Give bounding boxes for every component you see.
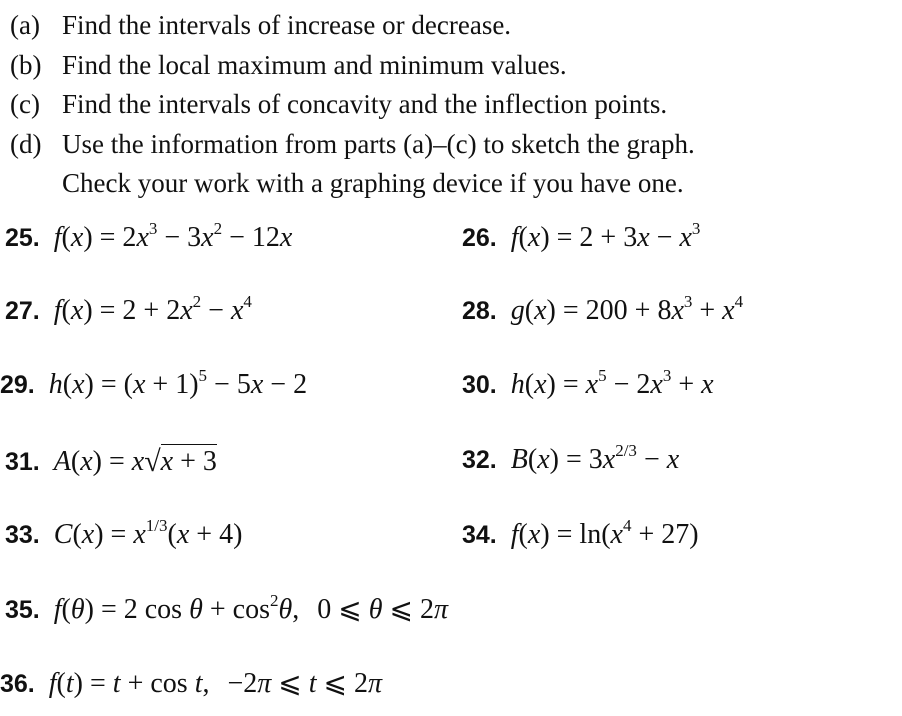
problem-equation: $C(x) = x^{1/3}(x + 4)$ bbox=[53, 516, 243, 550]
problem-32 bbox=[462, 441, 680, 476]
problem-number: 28. bbox=[462, 297, 497, 325]
problem-27 bbox=[5, 292, 252, 327]
problem-equation: $f(x) = 2 + 2x^2 - x^4$ bbox=[53, 292, 252, 326]
problem-number: 31. bbox=[5, 448, 40, 476]
problem-number: 26. bbox=[462, 224, 497, 252]
problem-31 bbox=[5, 444, 217, 478]
problem-equation: $f(x) = 2 + 3x - x^3$ bbox=[510, 219, 701, 253]
instruction-text: Find the intervals of concavity and the inflection points. bbox=[62, 89, 668, 119]
problem-26 bbox=[462, 219, 701, 254]
problem-number: 30. bbox=[462, 371, 497, 399]
problem-equation: f(t) = t + cos t, −2π ⩽ t ⩽ 2π bbox=[48, 668, 383, 699]
problem-25 bbox=[5, 219, 293, 254]
instruction-label: (a) bbox=[10, 10, 40, 40]
problem-equation: $f(x) = \ln(x^4 + 27)$ bbox=[510, 516, 699, 550]
instruction-d-continuation: Check your work with a graphing device if you have one. bbox=[62, 168, 684, 198]
problem-equation: A(x) = x√x + 3 bbox=[53, 445, 217, 478]
instruction-text: Find the local maximum and minimum values. bbox=[62, 49, 567, 80]
problem-number: 36. bbox=[0, 670, 35, 698]
instruction-d bbox=[10, 125, 695, 165]
problem-number: 32. bbox=[462, 446, 497, 474]
problem-33 bbox=[5, 516, 243, 551]
instruction-label: (d) bbox=[10, 128, 42, 159]
instruction-text: Find the intervals of increase or decrease. bbox=[62, 10, 512, 40]
problem-number: 29. bbox=[0, 371, 35, 399]
problem-equation: f(θ) = 2 $\cos \theta + \cos^2\theta$, 0 ⩽ θ ⩽ 2π bbox=[53, 591, 448, 625]
problem-36 bbox=[0, 666, 382, 700]
instruction-b bbox=[10, 46, 695, 86]
problem-equation: $h(x) = x^5 - 2x^3 + x$ bbox=[510, 366, 714, 400]
problem-number: 33. bbox=[5, 521, 40, 549]
problem-equation: $g(x) = 200 + 8x^3 + x^4$ bbox=[510, 292, 744, 326]
problem-number: 35. bbox=[5, 596, 40, 624]
instruction-label: (b) bbox=[10, 49, 42, 80]
problem-equation: $B(x) = 3x^{2/3} - x$ bbox=[510, 441, 680, 475]
problem-equation: $h(x) = (x + 1)^5 - 5x - 2$ bbox=[48, 366, 308, 400]
instructions-list bbox=[10, 6, 695, 204]
instruction-a bbox=[10, 6, 695, 46]
problem-equation: $f(x) = 2x^3 - 3x^2 - 12x$ bbox=[53, 219, 293, 253]
instruction-label: (c) bbox=[10, 89, 40, 119]
radical-sign: √x + 3 bbox=[144, 445, 217, 478]
instruction-text: Use the information from parts (a)–(c) to sketch the graph. bbox=[62, 128, 695, 159]
problem-35 bbox=[5, 592, 448, 626]
problem-28 bbox=[462, 292, 744, 327]
problem-number: 34. bbox=[462, 521, 497, 549]
problem-number: 27. bbox=[5, 297, 40, 325]
problem-29 bbox=[0, 366, 308, 401]
instruction-c bbox=[10, 85, 695, 125]
problem-30 bbox=[462, 366, 714, 401]
problem-34 bbox=[462, 516, 699, 551]
problem-number: 25. bbox=[5, 224, 40, 252]
